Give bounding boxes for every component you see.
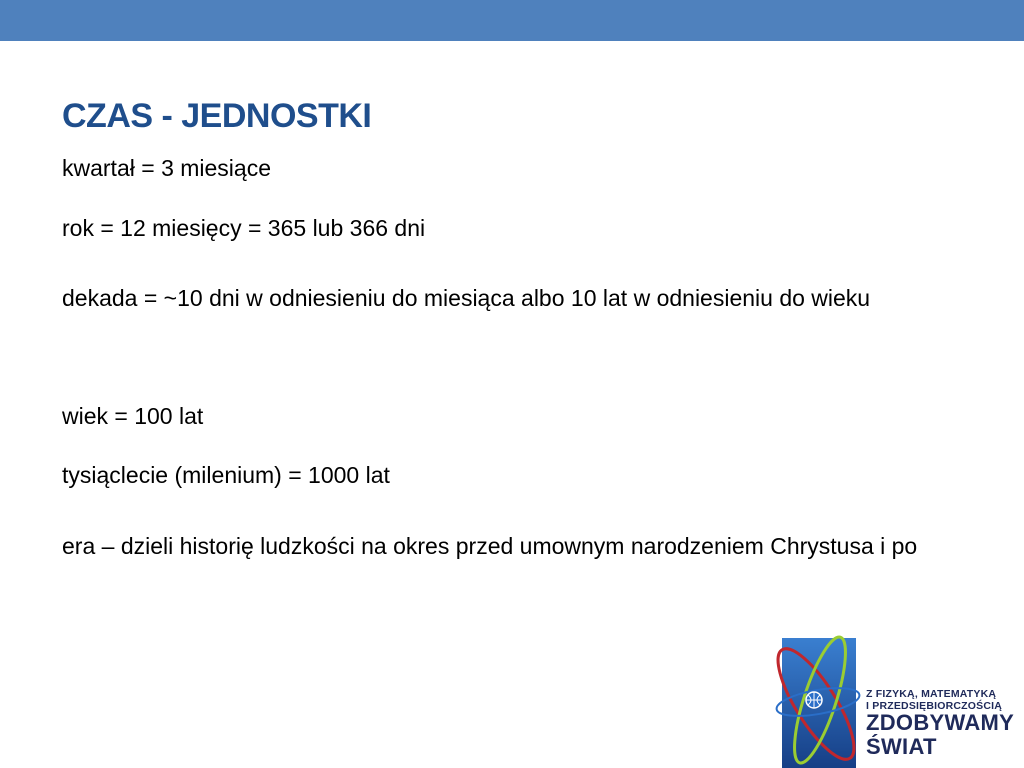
- line-rok: rok = 12 miesięcy = 365 lub 366 dni: [62, 215, 426, 241]
- top-bar: [0, 0, 1024, 41]
- logo-tagline-2: I PRZEDSIĘBIORCZOŚCIĄ: [866, 700, 1003, 712]
- slide-title: CZAS - JEDNOSTKI: [62, 97, 372, 135]
- logo-tagline-1: Z FIZYKĄ, MATEMATYKĄ: [866, 688, 997, 700]
- logo-wordmark-2: ŚWIAT: [866, 734, 937, 759]
- line-dekada: dekada = ~10 dni w odniesieniu do miesiąca albo 10 lat w odniesieniu do wieku: [62, 285, 871, 311]
- line-tysiaclecie: tysiąclecie (milenium) = 1000 lat: [62, 462, 390, 488]
- zdobywamy-swiat-logo: [770, 622, 1024, 768]
- line-era: era – dzieli historię ludzkości na okres przed umownym narodzeniem Chrystusa i po: [62, 533, 918, 559]
- line-kwartal: kwartał = 3 miesiące: [62, 155, 271, 181]
- logo-wordmark-1: ZDOBYWAMY: [866, 710, 1015, 735]
- line-wiek: wiek = 100 lat: [62, 403, 204, 429]
